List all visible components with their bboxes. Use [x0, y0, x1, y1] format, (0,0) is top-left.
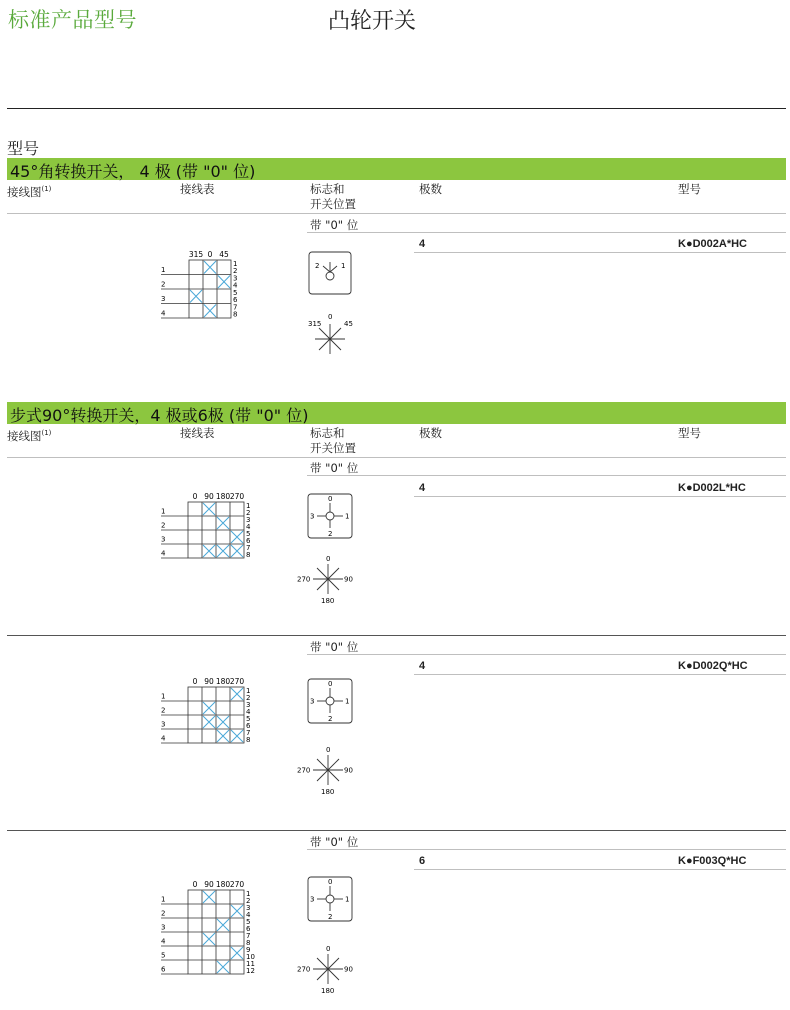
wiring-table-90deg-L [155, 490, 265, 565]
circuit-label: 1 [161, 507, 166, 516]
switch-dial-90deg-L [303, 490, 357, 542]
col-wiring-table: 接线表 [180, 426, 215, 440]
angle-label: 180 [215, 880, 231, 889]
zero-position-label: 带 "0" 位 [310, 640, 359, 654]
contact-label: 11 [246, 960, 255, 968]
switch-dial-45deg [305, 248, 355, 298]
poles-value: 6 [419, 855, 426, 867]
poles-value: 4 [419, 482, 426, 494]
contact-mark [231, 730, 243, 742]
contact-label: 8 [246, 939, 251, 947]
contact-label: 8 [233, 310, 238, 319]
circuit-label: 6 [161, 965, 166, 974]
col-poles: 极数 [419, 426, 442, 440]
row-divider [414, 869, 786, 870]
dial-position-label: 0 [328, 680, 333, 688]
contact-label: 1 [246, 890, 251, 898]
row-divider [414, 252, 786, 253]
angle-label: 0 [192, 492, 198, 501]
dial-position-label: 0 [328, 878, 333, 886]
contact-label: 2 [246, 694, 251, 702]
dial-position-label: 1 [345, 895, 350, 904]
circuit-label: 4 [161, 734, 166, 743]
contact-mark [203, 545, 215, 557]
angle-label: 90 [204, 492, 214, 501]
position-star-90deg-Q4 [296, 743, 358, 797]
col-poles: 极数 [419, 182, 442, 196]
poles-value: 4 [419, 238, 426, 250]
star-label: 0 [326, 555, 331, 563]
angle-label: 270 [229, 677, 245, 686]
star-label: 180 [321, 987, 335, 995]
star-label: 180 [321, 597, 335, 605]
contact-label: 5 [246, 715, 251, 723]
contact-mark [203, 891, 215, 903]
star-label: 90 [344, 766, 353, 775]
star-label: 90 [344, 965, 353, 974]
angle-label: 270 [229, 492, 245, 501]
star-label: 315 [308, 320, 322, 328]
angle-label: 45 [219, 250, 229, 259]
contact-label: 7 [246, 544, 251, 552]
row-divider [307, 849, 786, 850]
poles-value: 4 [419, 660, 426, 672]
model-value: K●F003Q*HC [678, 855, 747, 867]
wiring-table-90deg-Q6 [155, 878, 265, 980]
star-label: 180 [321, 788, 335, 796]
section-heading: 型号 [7, 139, 40, 158]
row-divider [414, 496, 786, 497]
wiring-table-90deg-Q4 [155, 675, 265, 750]
row-divider [7, 457, 786, 458]
row-divider [307, 475, 786, 476]
contact-label: 8 [246, 551, 251, 559]
circuit-label: 2 [161, 521, 166, 530]
zero-position-label: 带 "0" 位 [310, 461, 359, 475]
circuit-label: 3 [161, 535, 166, 544]
zero-position-label: 带 "0" 位 [310, 218, 359, 232]
col-mark-position: 标志和 开关位置 [310, 426, 356, 455]
document-category: 标准产品型号 [8, 8, 137, 32]
contact-mark [231, 688, 243, 700]
circuit-label: 1 [161, 692, 166, 701]
circuit-label: 2 [161, 706, 166, 715]
contact-mark [217, 545, 229, 557]
angle-label: 315 [188, 250, 204, 259]
contact-label: 3 [246, 516, 251, 524]
circuit-label: 1 [161, 266, 166, 274]
dial-position-label: 2 [328, 530, 333, 538]
col-wiring-diagram: 接线图$^{(1)}$ [7, 184, 52, 199]
star-label: 270 [297, 965, 311, 974]
position-star-45deg [305, 310, 360, 360]
contact-label: 6 [246, 925, 251, 933]
contact-label: 4 [246, 708, 251, 716]
col-wiring-diagram: 接线图$^{(1)}$ [7, 428, 52, 443]
document-title: 凸轮开关 [328, 9, 417, 34]
contact-mark [217, 716, 229, 728]
col-model: 型号 [678, 182, 701, 196]
contact-label: 4 [233, 281, 238, 290]
contact-label: 6 [233, 296, 238, 304]
switch-dial-90deg-Q6 [303, 873, 357, 925]
dial-position-label: 1 [345, 697, 350, 706]
circuit-label: 2 [161, 280, 166, 289]
contact-label: 4 [246, 523, 251, 531]
dial-position-label: 3 [310, 512, 315, 521]
group-band-45deg [7, 158, 786, 180]
variant-divider [7, 830, 786, 831]
contact-label: 7 [233, 303, 238, 312]
contact-label: 5 [246, 530, 251, 538]
circuit-label: 2 [161, 909, 166, 918]
contact-mark [203, 933, 215, 945]
header-divider [7, 108, 786, 109]
col-mark-position: 标志和 开关位置 [310, 182, 356, 211]
contact-label: 6 [246, 722, 251, 730]
contact-label: 1 [233, 260, 238, 268]
circuit-label: 4 [161, 937, 166, 946]
contact-label: 2 [246, 897, 251, 905]
contact-mark [204, 261, 216, 274]
star-label: 0 [328, 313, 333, 321]
angle-label: 180 [215, 492, 231, 501]
contact-label: 10 [246, 953, 255, 961]
angle-label: 0 [192, 880, 198, 889]
contact-label: 7 [246, 729, 251, 737]
col-wiring-table: 接线表 [180, 182, 215, 196]
row-divider [307, 654, 786, 655]
circuit-label: 3 [161, 295, 166, 303]
zero-position-label: 带 "0" 位 [310, 835, 359, 849]
circuit-label: 3 [161, 720, 166, 729]
star-label: 0 [326, 945, 331, 953]
circuit-label: 1 [161, 895, 166, 904]
dial-position-label: 1 [341, 262, 346, 270]
contact-mark [231, 905, 243, 917]
angle-label: 180 [215, 677, 231, 686]
dial-position-label: 1 [345, 512, 350, 521]
dial-position-label: 3 [310, 895, 315, 904]
wiring-table-45deg [155, 248, 265, 323]
star-label: 270 [297, 766, 311, 775]
star-label: 270 [297, 575, 311, 584]
contact-label: 5 [233, 289, 238, 297]
variant-divider [7, 635, 786, 636]
contact-label: 1 [246, 687, 251, 695]
dial-position-label: 0 [328, 495, 333, 503]
contact-mark [217, 919, 229, 931]
contact-mark [231, 947, 243, 959]
position-star-90deg-L [296, 552, 358, 606]
contact-label: 3 [246, 701, 251, 709]
star-label: 90 [344, 575, 353, 584]
contact-label: 7 [246, 932, 251, 940]
contact-label: 4 [246, 911, 251, 919]
contact-label: 6 [246, 537, 251, 545]
contact-label: 3 [246, 904, 251, 912]
contact-mark [231, 531, 243, 543]
position-star-90deg-Q6 [296, 942, 358, 996]
row-divider [307, 232, 786, 233]
model-value: K●D002A*HC [678, 238, 747, 250]
model-value: K●D002L*HC [678, 482, 746, 494]
contact-mark [203, 503, 215, 515]
dial-position-label: 2 [315, 262, 320, 270]
row-divider [414, 674, 786, 675]
contact-mark [190, 290, 202, 303]
model-value: K●D002Q*HC [678, 660, 748, 672]
angle-label: 90 [204, 677, 214, 686]
contact-label: 5 [246, 918, 251, 926]
contact-mark [231, 545, 243, 557]
contact-mark [204, 305, 216, 318]
contact-mark [203, 716, 215, 728]
row-divider [7, 213, 786, 214]
star-label: 0 [326, 746, 331, 754]
contact-label: 3 [233, 274, 238, 283]
contact-label: 8 [246, 736, 251, 744]
dial-position-label: 2 [328, 715, 333, 723]
group-band-90deg [7, 402, 786, 424]
contact-label: 9 [246, 946, 251, 954]
contact-label: 1 [246, 502, 251, 510]
contact-label: 2 [233, 267, 238, 275]
contact-mark [203, 702, 215, 714]
angle-label: 90 [204, 880, 214, 889]
group-band-title: 步式90°转换开关，4 极或6极 (带 "0" 位) [10, 406, 309, 425]
contact-mark [218, 276, 230, 289]
star-label: 45 [344, 320, 353, 328]
contact-label: 12 [246, 967, 255, 975]
angle-label: 270 [229, 880, 245, 889]
col-model: 型号 [678, 426, 701, 440]
contact-label: 2 [246, 509, 251, 517]
circuit-label: 5 [161, 951, 166, 960]
dial-position-label: 3 [310, 697, 315, 706]
contact-mark [217, 961, 229, 973]
switch-dial-90deg-Q4 [303, 675, 357, 727]
circuit-label: 4 [161, 549, 166, 558]
contact-mark [217, 517, 229, 529]
group-band-title: 45°角转换开关， 4 极 (带 "0" 位) [10, 162, 256, 181]
circuit-label: 4 [161, 309, 166, 318]
contact-mark [217, 730, 229, 742]
angle-label: 0 [207, 250, 213, 259]
angle-label: 0 [192, 677, 198, 686]
circuit-label: 3 [161, 923, 166, 932]
dial-position-label: 2 [328, 913, 333, 921]
